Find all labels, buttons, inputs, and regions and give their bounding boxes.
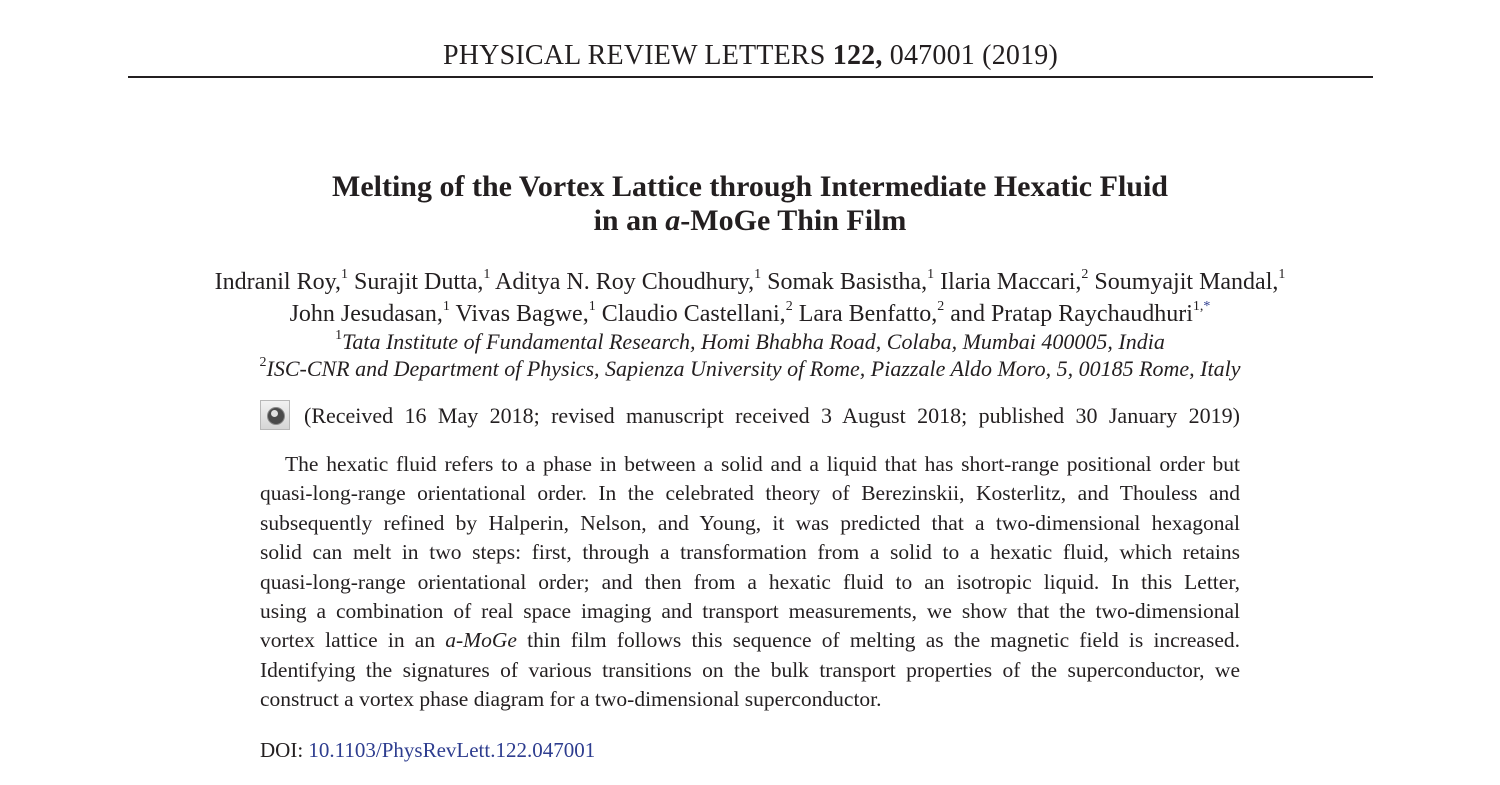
abstract-line: quasi-long-range orientational order. In the celebrated theory of Berezinskii, Kosterlitz, and Thouless and [260,481,1240,506]
abstract-line: The hexatic fluid refers to a phase in between a solid and a liquid that has short-range positional order but [285,452,1240,476]
author-affiliation: 1 [442,299,450,314]
abstract-line: quasi-long-range orientational order; and then from a hexatic fluid to an isotropic liquid. In this Letter, [260,569,1240,594]
journal-header [128,38,1373,78]
abstract-line: solid can melt in two steps: first, through a transformation from a solid to a hexatic fluid, which retains [260,540,1240,565]
author-name: and Pratap Raychaudhuri [950,301,1193,327]
title-italic-a: a [665,204,681,237]
author-name: John Jesudasan, [289,301,443,327]
author-affiliation: 1 [1278,267,1286,282]
abstract-line [260,626,1240,655]
author-affiliation: 1 [341,267,349,282]
author-affiliation: 1 [927,267,935,282]
author-affiliation: 1 [754,267,762,282]
author-affiliation: 1 [483,267,491,282]
author-name: Vivas Bagwe, [455,301,589,327]
title-line-1: Melting of the Vortex Lattice through Intermediate Hexatic Fluid [332,170,1168,203]
abstract-line-7-prefix: vortex lattice in an [260,628,446,653]
author-name: Aditya N. Roy Choudhury, [495,269,755,295]
author-affiliation: 2 [937,299,945,314]
author-line-2 [0,298,1500,330]
author-name: Ilaria Maccari, [940,269,1082,295]
author-name: Soumyajit Mandal, [1094,269,1279,295]
affiliation-2 [0,356,1500,382]
abstract-line: construct a vortex phase diagram for a two-dimensional superconductor. [260,687,882,712]
material-name: a-MoGe [445,628,517,653]
abstract-line-7-suffix: thin film follows this sequence of melting as the magnetic field is increased. [516,628,1240,653]
title-line-2-prefix: in an [593,204,666,237]
abstract-line: subsequently refined by Halperin, Nelson, and Young, it was predicted that a two-dimensional hexagonal [260,510,1240,535]
affiliation-text: ISC-CNR and Department of Physics, Sapienza University of Rome, Piazzale Aldo Moro, 5, 00185 Rome, Italy [266,356,1241,381]
journal-volume: 122, [832,40,883,71]
abstract [260,450,1240,715]
article-number: 047001 (2019) [889,40,1059,71]
author-affiliation: 2 [785,299,793,314]
abstract-line: Identifying the signatures of various transitions on the bulk transport properties of the superconductor, we [260,657,1240,682]
title-line-2 [0,204,1500,238]
author-affiliation: 2 [1081,267,1089,282]
author-name: Claudio Castellani, [601,301,786,327]
title-line-2-suffix: -MoGe Thin Film [680,204,907,237]
affiliation-text: Tata Institute of Fundamental Research, Homi Bhabha Road, Colaba, Mumbai 400005, India [342,329,1165,354]
affiliation-number: 1 [335,327,343,343]
corresponding-author-link[interactable]: * [1203,299,1211,314]
dates-text: (Received 16 May 2018; revised manuscript received 3 August 2018; published 30 January 2019) [304,403,1240,428]
affiliation-number: 2 [259,354,267,370]
crossmark-icon[interactable] [260,400,290,430]
doi-label: DOI: [260,738,304,762]
author-affiliation: 1 [588,299,596,314]
doi [260,737,595,763]
affiliation-1 [0,329,1500,355]
abstract-line: using a combination of real space imaging and transport measurements, we show that the two-dimensional [260,599,1240,624]
author-name: Surajit Dutta, [354,269,484,295]
doi-link[interactable]: 10.1103/PhysRevLett.122.047001 [308,738,596,762]
publication-dates [260,400,1240,432]
author-list [0,266,1500,330]
author-name: Somak Basistha, [767,269,928,295]
journal-name: PHYSICAL REVIEW LETTERS [442,40,826,71]
author-name: Lara Benfatto, [798,301,938,327]
author-name: Indranil Roy, [214,269,342,295]
author-affiliation: 1, [1192,299,1204,314]
author-line-1 [0,266,1500,298]
paper-title [0,170,1500,238]
